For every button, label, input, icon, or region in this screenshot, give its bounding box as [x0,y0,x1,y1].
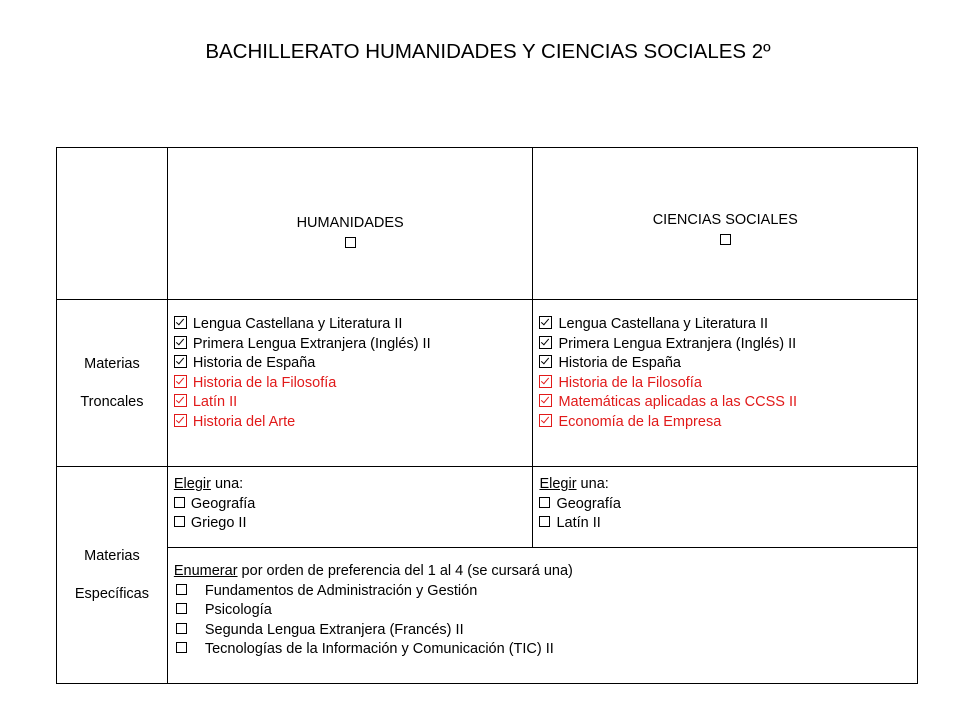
rank-option [174,582,917,602]
subject-item [174,335,533,355]
checked-box-icon[interactable] [539,394,552,407]
especificas-label-1: Materias [84,547,140,564]
subject-label: Primera Lengua Extranjera (Inglés) II [192,335,431,352]
especificas-rank-row [57,548,918,684]
subject-label: Historia de España [558,355,681,371]
empty-checkbox-icon[interactable] [174,516,185,527]
empty-checkbox-icon[interactable] [176,584,187,595]
subject-item [174,315,533,335]
rank-verb: Enumerar [173,563,238,579]
especificas-label-cell [57,467,168,684]
choose-rest: una: [576,476,609,492]
empty-checkbox-icon[interactable] [176,603,187,614]
option-label: Geografía [190,495,256,512]
checked-box-icon[interactable] [174,394,187,407]
subject-label: Lengua Castellana y Literatura II [558,316,769,332]
subject-item [539,335,917,355]
checked-box-icon[interactable] [174,414,187,427]
ciencias-label: CIENCIAS SOCIALES [652,212,798,228]
header-row [57,148,918,300]
empty-checkbox-icon[interactable] [176,642,187,653]
humanidades-label: HUMANIDADES [296,215,404,231]
option-label: Fundamentos de Administración y Gestión [204,582,478,599]
option-label: Griego II [190,515,247,531]
checked-box-icon[interactable] [174,375,187,388]
troncales-label-cell [57,300,168,467]
subject-label: Historia de España [192,355,316,371]
choose-verb: Elegir [539,476,577,492]
corner-cell [57,148,168,300]
especificas-rank-cell [167,548,917,684]
choose-rest: una: [210,476,244,492]
choice-option [539,495,917,515]
checked-box-icon[interactable] [539,355,552,368]
troncales-label-1: Materias [84,355,140,372]
empty-checkbox-icon[interactable] [539,516,550,527]
troncales-humanidades-list [167,300,533,467]
especificas-humanidades-choice [167,467,533,548]
subject-item [174,393,533,413]
option-label: Tecnologías de la Información y Comunicación (TIC) II [204,641,554,657]
subject-item [539,315,917,335]
troncales-row [57,300,918,467]
subject-label: Historia del Arte [192,413,296,430]
subject-item [174,374,533,394]
option-label: Geografía [556,495,621,512]
troncales-ciencias-list [533,300,918,467]
subject-label: Historia de la Filosofía [192,374,337,391]
subject-label: Matemáticas aplicadas a las CCSS II [558,394,797,410]
subject-item [539,393,917,413]
checked-box-icon[interactable] [539,414,552,427]
ciencias-checkbox[interactable] [720,234,731,245]
empty-checkbox-icon[interactable] [174,497,185,508]
checked-box-icon[interactable] [174,355,187,368]
subject-item [539,354,917,374]
especificas-ciencias-choice [533,467,918,548]
subject-item [539,374,917,394]
choice-option [174,514,533,534]
troncales-label-2: Troncales [80,393,144,410]
humanidades-header [167,148,533,300]
subject-label: Lengua Castellana y Literatura II [192,316,403,332]
choice-option [539,514,917,534]
empty-checkbox-icon[interactable] [539,497,550,508]
checked-box-icon[interactable] [174,316,187,329]
checked-box-icon[interactable] [539,316,552,329]
choice-option [174,495,533,515]
subject-label: Economía de la Empresa [558,413,722,430]
rank-option [174,601,917,621]
subject-item [174,413,533,433]
humanidades-checkbox[interactable] [345,237,356,248]
ciencias-header [533,148,918,300]
subject-label: Primera Lengua Extranjera (Inglés) II [558,335,797,352]
checked-box-icon[interactable] [539,336,552,349]
checked-box-icon[interactable] [174,336,187,349]
empty-checkbox-icon[interactable] [176,623,187,634]
subjects-table [56,147,918,684]
choose-verb: Elegir [173,476,211,492]
option-label: Psicología [204,602,272,618]
subject-item [539,413,917,433]
option-label: Latín II [556,515,601,531]
checked-box-icon[interactable] [539,375,552,388]
rank-rest: por orden de preferencia del 1 al 4 (se cursará una) [237,563,573,579]
page-title: BACHILLERATO HUMANIDADES Y CIENCIAS SOCIALES 2º [205,40,771,63]
subject-label: Historia de la Filosofía [558,374,702,391]
rank-option [174,640,917,660]
subject-item [174,354,533,374]
subject-label: Latín II [192,394,238,410]
rank-option [174,621,917,641]
especificas-choice-row [57,467,918,548]
option-label: Segunda Lengua Extranjera (Francés) II [204,621,464,638]
especificas-label-2: Específicas [74,585,149,602]
